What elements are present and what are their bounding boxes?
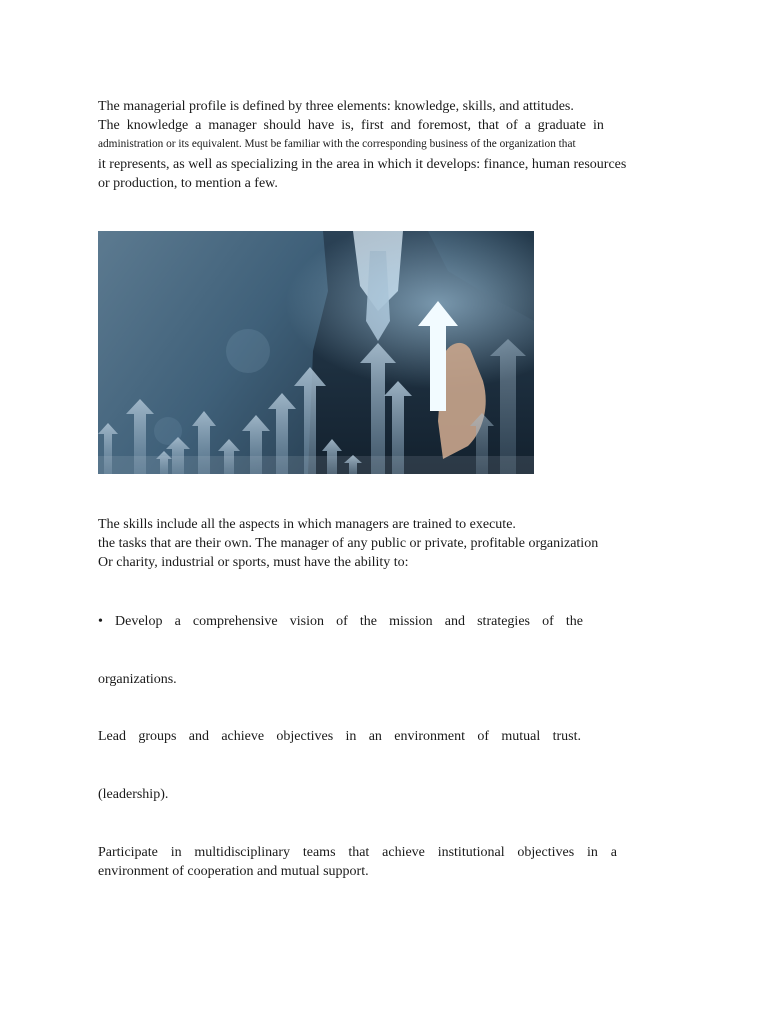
word: a [195, 118, 202, 133]
word: of [505, 118, 518, 133]
word: vision [289, 614, 324, 629]
word: of [477, 729, 490, 744]
item-3-line-1 [98, 843, 617, 862]
word: and [390, 118, 411, 133]
word: objectives [276, 729, 334, 744]
word: Participate [98, 845, 158, 860]
word: that [477, 118, 499, 133]
word: mission [389, 614, 433, 629]
word: trust. [552, 729, 581, 744]
word: an [368, 729, 382, 744]
word: a [174, 614, 181, 629]
word: in [170, 845, 182, 860]
word: achieve [221, 729, 265, 744]
word: objectives [517, 845, 575, 860]
word: environment [394, 729, 466, 744]
word: of [336, 614, 348, 629]
word: is, [341, 118, 355, 133]
word: The [98, 118, 120, 133]
word: should [263, 118, 301, 133]
paragraph-2-line-1: The skills include all the aspects in which managers are trained to execute. [98, 517, 516, 532]
paragraph-1-line-2 [98, 116, 604, 135]
paragraph-1-line-3: administration or its equivalent. Must be familiar with the corresponding business of the organization that [98, 138, 576, 150]
word: have [307, 118, 335, 133]
paragraph-2-line-3: Or charity, industrial or sports, must have the ability to: [98, 555, 409, 570]
bullet-symbol: • [98, 614, 103, 629]
word: multidisciplinary [194, 845, 291, 860]
paragraph-1-line-5: or production, to mention a few. [98, 176, 278, 191]
bullet-item-1-line-1 [98, 612, 583, 631]
word: groups [138, 729, 177, 744]
bullet-item-1-line-2: organizations. [98, 672, 177, 687]
word: a [610, 845, 617, 860]
word: teams [302, 845, 336, 860]
word: achieve [382, 845, 425, 860]
word: first [361, 118, 384, 133]
item-3-line-2: environment of cooperation and mutual support. [98, 864, 369, 879]
word: mutual [501, 729, 541, 744]
word: comprehensive [192, 614, 278, 629]
item-2-line-1 [98, 727, 581, 746]
word: the [565, 614, 583, 629]
paragraph-2-line-2: the tasks that are their own. The manager of any public or private, profitable organization [98, 536, 599, 551]
word: and [444, 614, 465, 629]
item-2-line-2: (leadership). [98, 787, 169, 802]
word: foremost, [417, 118, 472, 133]
word: manager [208, 118, 257, 133]
growth-arrows-illustration [98, 231, 534, 474]
word: that [348, 845, 370, 860]
word: and [188, 729, 209, 744]
word: in [586, 845, 598, 860]
word: Lead [98, 729, 126, 744]
word: a [524, 118, 531, 133]
word: knowledge [126, 118, 189, 133]
word: strategies [477, 614, 530, 629]
business-growth-photo [98, 231, 534, 474]
word: in [345, 729, 357, 744]
word: Develop [115, 614, 163, 629]
word: in [592, 118, 604, 133]
paragraph-1-line-1: The managerial profile is defined by three elements: knowledge, skills, and attitudes. [98, 99, 574, 114]
word: institutional [437, 845, 505, 860]
word: the [359, 614, 377, 629]
word: of [542, 614, 554, 629]
paragraph-1-line-4: it represents, as well as specializing in the area in which it develops: finance, human resources [98, 157, 627, 172]
word: graduate [537, 118, 586, 133]
